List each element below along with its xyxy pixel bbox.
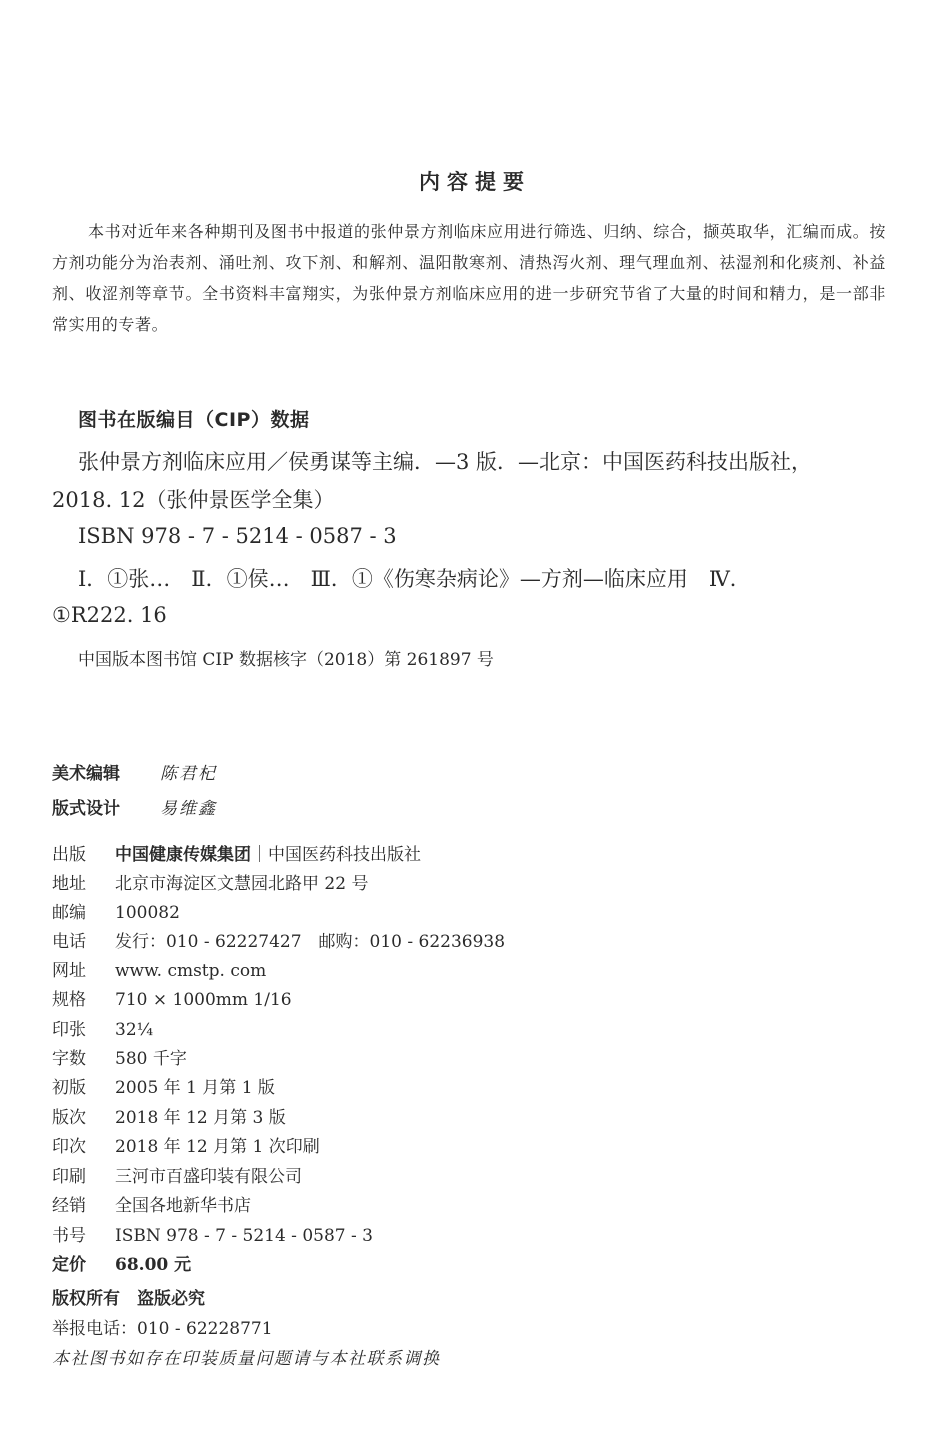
- info-row-edition: [52, 1107, 902, 1129]
- info-value: 三河市百盛印装有限公司: [115, 1167, 302, 1187]
- staff-layout-designer: [52, 794, 217, 819]
- info-row-printing: [52, 1136, 902, 1158]
- info-row-first-edition: [52, 1077, 902, 1099]
- staff-label: 美术编辑: [52, 764, 120, 784]
- info-label: 书号: [52, 1226, 86, 1246]
- info-row-website: [52, 960, 902, 982]
- staff-art-editor: [52, 759, 217, 784]
- info-label: 初版: [52, 1078, 86, 1098]
- info-label: 邮编: [52, 903, 86, 923]
- info-row-format: [52, 989, 902, 1011]
- cip-line-date: 2018. 12（张仲景医学全集）: [52, 488, 335, 512]
- cip-line-classification: ①R222. 16: [52, 603, 167, 627]
- info-row-phone: [52, 931, 902, 953]
- report-phone: 举报电话：010 - 62228771: [52, 1319, 273, 1339]
- info-value: ISBN 978 - 7 - 5214 - 0587 - 3: [115, 1226, 373, 1246]
- price-value: 68.00 元: [115, 1255, 192, 1275]
- info-label: 印次: [52, 1137, 86, 1157]
- info-label: 电话: [52, 932, 86, 952]
- info-value: www. cmstp. com: [115, 961, 267, 981]
- quality-notice: 本社图书如存在印装质量问题请与本社联系调换: [52, 1349, 441, 1369]
- info-row-address: [52, 873, 902, 895]
- info-value: 北京市海淀区文慧园北路甲 22 号: [115, 874, 369, 894]
- info-row-printer: [52, 1166, 902, 1188]
- info-value: 32¼: [115, 1020, 154, 1040]
- staff-value: 易维鑫: [160, 799, 217, 819]
- cip-approval-number: 中国版本图书馆 CIP 数据核字（2018）第 261897 号: [78, 650, 494, 670]
- info-label: 字数: [52, 1049, 86, 1069]
- info-value: 2018 年 12 月第 1 次印刷: [115, 1137, 320, 1157]
- cip-line-isbn: ISBN 978 - 7 - 5214 - 0587 - 3: [78, 524, 397, 548]
- info-value: 710 × 1000mm 1/16: [115, 990, 292, 1010]
- info-label: 网址: [52, 961, 86, 981]
- info-label: 地址: [52, 874, 86, 894]
- info-row-isbn: [52, 1225, 902, 1247]
- info-value: 2005 年 1 月第 1 版: [115, 1078, 275, 1098]
- info-label: 印刷: [52, 1167, 86, 1187]
- info-value: 100082: [115, 903, 180, 923]
- info-label: 经销: [52, 1196, 86, 1216]
- staff-value: 陈君杞: [160, 764, 217, 784]
- publisher-group: 中国健康传媒集团: [115, 845, 251, 865]
- info-label: 规格: [52, 990, 86, 1010]
- cip-heading: 图书在版编目（CIP）数据: [78, 409, 310, 431]
- cip-line-title: 张仲景方剂临床应用／侯勇谋等主编．—3 版．—北京：中国医药科技出版社，: [78, 450, 813, 474]
- staff-label: 版式设计: [52, 799, 120, 819]
- publisher-name: ｜中国医药科技出版社: [251, 845, 421, 865]
- info-row-word-count: [52, 1048, 902, 1070]
- info-row-distributor: [52, 1195, 902, 1217]
- info-value: 2018 年 12 月第 3 版: [115, 1108, 286, 1128]
- summary-paragraph: 本书对近年来各种期刊及图书中报道的张仲景方剂临床应用进行筛选、归纳、综合，撷英取华，汇编而成。按方剂功能分为治表剂、涌吐剂、攻下剂、和解剂、温阳散寒剂、清热泻火剂、理气理血剂、祛湿剂和化痰剂、补益剂、收涩剂等章节。全书资料丰富翔实，为张仲景方剂临床应用的进一步研究节省了大量的时间和精力，是一部非常实用的专著。: [52, 222, 886, 334]
- info-row-sheets: [52, 1019, 902, 1041]
- info-label: 版次: [52, 1108, 86, 1128]
- info-label: 印张: [52, 1020, 86, 1040]
- info-value: 580 千字: [115, 1049, 187, 1069]
- info-row-price: [52, 1254, 902, 1276]
- info-row-publisher: [52, 844, 902, 866]
- info-label: 定价: [52, 1255, 86, 1275]
- copyright-notice: 版权所有 盗版必究: [52, 1289, 205, 1309]
- summary-title: 内容提要: [419, 170, 531, 194]
- info-label: 出版: [52, 845, 86, 865]
- cip-line-subjects: Ⅰ．①张… Ⅱ．①侯… Ⅲ．①《伤寒杂病论》—方剂—临床应用 Ⅳ．: [78, 567, 751, 591]
- info-value: 全国各地新华书店: [115, 1196, 251, 1216]
- info-row-postcode: [52, 902, 902, 924]
- info-value: 发行：010 - 62227427 邮购：010 - 62236938: [115, 932, 506, 952]
